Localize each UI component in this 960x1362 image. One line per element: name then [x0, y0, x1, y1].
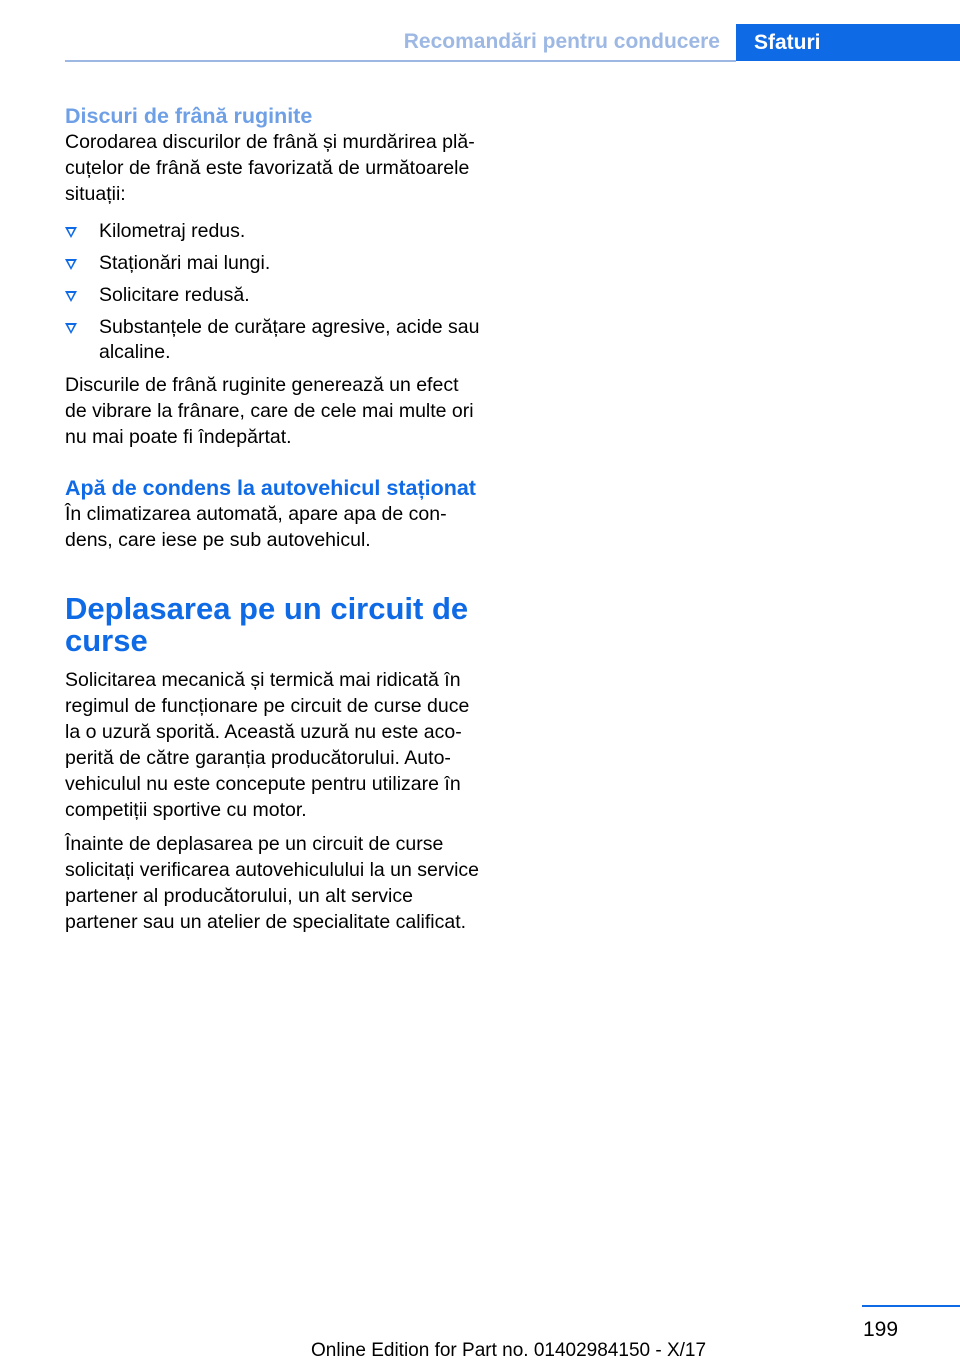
paragraph-condensation: În climatizarea automată, apare apa de condens, care iese pe sub autovehicul.: [65, 503, 447, 551]
page-header: [0, 0, 960, 62]
chapter-tab: Sfaturi: [736, 24, 960, 61]
paragraph-race-track-wear: Solicitarea mecanică și termică mai ridicată în regimul de funcționare pe circuit de curse duce la o uzură sporită. Această uzură nu este acoperită de către garanția producătorului. Autovehiculul nu este concepute pentru utilizare în competiții sportive cu motor.: [65, 669, 470, 821]
paragraph-race-track-check: Înainte de deplasarea pe un circuit de curse solicitați verificarea autovehiculului la un service partener al producătorului, un alt service partener sau un atelier de specialitate calificat.: [65, 833, 480, 933]
edition-note: Online Edition for Part no. 01402984150 - X/17: [311, 1340, 707, 1361]
triangle-bullet-icon: [65, 227, 77, 238]
list-item: [65, 219, 485, 244]
paragraph-vibration-effect: Discurile de frână ruginite generează un efect de vibrare la frânare, care de cele mai multe ori nu mai poate fi îndepărtat.: [65, 374, 474, 448]
list-item-text: Substanțele de curățare agresive, acide sau alcaline.: [99, 316, 480, 363]
page-number: 199: [863, 1318, 899, 1341]
triangle-bullet-icon: [65, 259, 77, 270]
list-item-text: Solicitare redusă.: [99, 284, 250, 306]
paragraph-corrosion-intro: Corodarea discurilor de frână și murdărirea plăcuțelor de frână este favorizată de următoarele situații:: [65, 131, 475, 205]
heading-race-track: Deplasarea pe un circuit de curse: [65, 591, 469, 658]
list-item: [65, 251, 485, 276]
content-column: [65, 104, 485, 941]
section-title: Recomandări pentru conducere: [403, 30, 720, 53]
heading-rusty-brake-discs: Discuri de frână ruginite: [65, 104, 313, 128]
conditions-list: [65, 219, 485, 365]
triangle-bullet-icon: [65, 291, 77, 302]
triangle-bullet-icon: [65, 323, 77, 334]
list-item-text: Kilometraj redus.: [99, 220, 246, 242]
list-item: [65, 315, 485, 365]
footer-divider: [862, 1305, 960, 1307]
list-item-text: Staționări mai lungi.: [99, 252, 271, 274]
heading-condensation: Apă de condens la autovehicul staționat: [65, 476, 476, 500]
list-item: [65, 283, 485, 308]
header-divider: [65, 60, 736, 62]
